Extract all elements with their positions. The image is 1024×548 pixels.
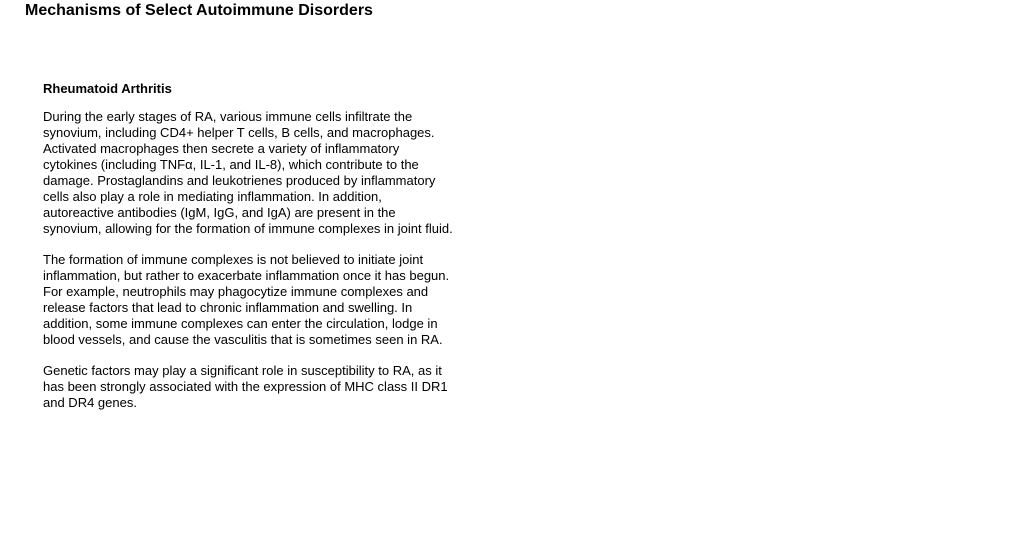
paragraph-line: damage. Prostaglandins and leukotrienes produced by inflammatory	[43, 173, 436, 188]
paragraph-line: release factors that lead to chronic inflammation and swelling. In	[43, 300, 413, 315]
section-heading: Rheumatoid Arthritis	[43, 81, 172, 96]
paragraph-line: addition, some immune complexes can enter the circulation, lodge in	[43, 316, 438, 331]
paragraph-line: blood vessels, and cause the vasculitis that is sometimes seen in RA.	[43, 332, 443, 347]
paragraph-genetic-factors	[43, 363, 503, 411]
paragraph-line: and DR4 genes.	[43, 395, 137, 410]
paragraph-line: For example, neutrophils may phagocytize immune complexes and	[43, 284, 429, 299]
paragraph-line: The formation of immune complexes is not believed to initiate joint	[43, 252, 424, 267]
paragraph-line: During the early stages of RA, various immune cells infiltrate the	[43, 109, 413, 124]
page-title: Mechanisms of Select Autoimmune Disorders	[25, 2, 373, 19]
paragraph-line: Activated macrophages then secrete a variety of inflammatory	[43, 141, 400, 156]
paragraph-line: synovium, allowing for the formation of immune complexes in joint fluid.	[43, 221, 453, 236]
paragraph-immune-complexes	[43, 252, 503, 348]
paragraph-line: inflammation, but rather to exacerbate inflammation once it has begun.	[43, 268, 450, 283]
paragraph-line: has been strongly associated with the expression of MHC class II DR1	[43, 379, 448, 394]
paragraph-line: autoreactive antibodies (IgM, IgG, and IgA) are present in the	[43, 205, 396, 220]
paragraph-early-stages	[43, 109, 503, 237]
paragraph-line: cells also play a role in mediating inflammation. In addition,	[43, 189, 382, 204]
paragraph-line: synovium, including CD4+ helper T cells, B cells, and macrophages.	[43, 125, 435, 140]
paragraph-line: cytokines (including TNFα, IL-1, and IL-8), which contribute to the	[43, 157, 419, 172]
article-content	[43, 80, 503, 426]
paragraph-line: Genetic factors may play a significant role in susceptibility to RA, as it	[43, 363, 442, 378]
